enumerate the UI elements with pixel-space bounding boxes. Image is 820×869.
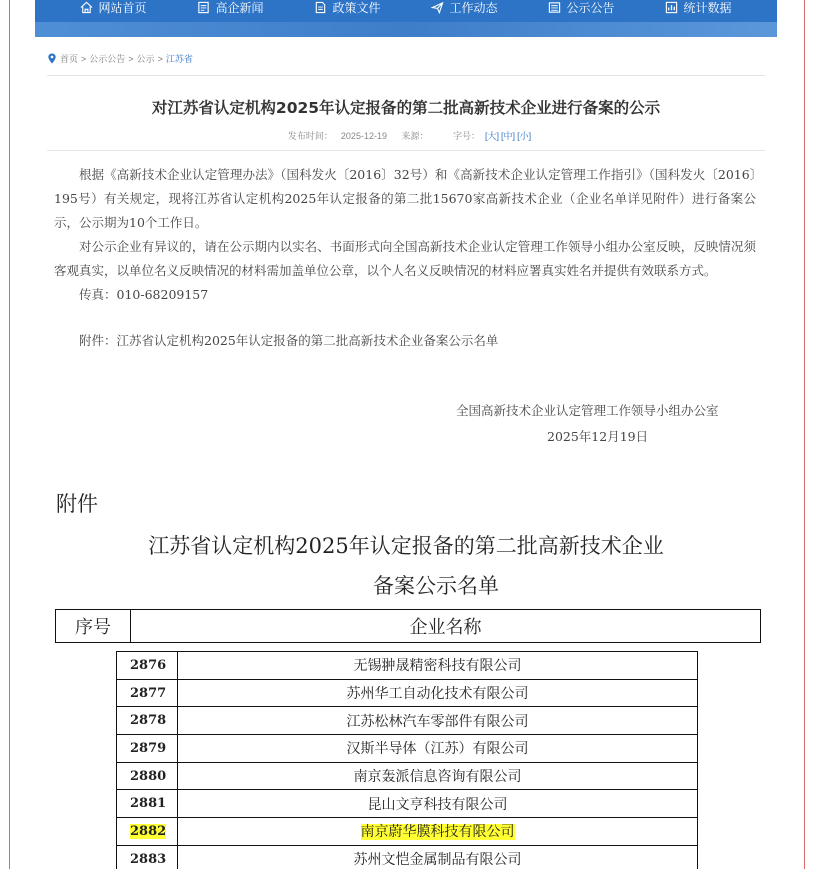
attachment-subtitle: 备案公示名单: [373, 574, 499, 598]
column-header-name: 企业名称: [409, 617, 482, 638]
row-number: 2881: [117, 790, 178, 818]
column-header-no: 序号: [56, 610, 131, 642]
company-name-text: 昆山文亨科技有限公司: [367, 796, 508, 813]
nav-item-home[interactable]: [80, 0, 146, 16]
company-name: [178, 679, 698, 707]
breadcrumb-notice[interactable]: 公示公告: [89, 54, 126, 64]
company-name: [178, 707, 698, 735]
table-row: [117, 762, 698, 790]
font-large-link[interactable]: [大]: [485, 131, 500, 141]
source-label: 来源：: [401, 131, 429, 141]
chart-icon: [665, 1, 678, 14]
nav-item-notice[interactable]: [548, 0, 614, 16]
publish-label: 发布时间：: [287, 131, 333, 141]
location-pin-icon: [47, 53, 57, 64]
font-medium-link[interactable]: [中]: [501, 131, 516, 141]
page-border-right: [804, 0, 805, 869]
page-border-left: [9, 0, 10, 869]
company-name-text: 南京蔚华膜科技有限公司: [360, 824, 515, 841]
company-name-text: 江苏松林汽车零部件有限公司: [346, 713, 529, 730]
breadcrumb-sep: >: [81, 53, 87, 64]
row-number: 2879: [117, 735, 178, 763]
company-name-text: 无锡翀晟精密科技有限公司: [353, 658, 522, 675]
table-header: [55, 609, 761, 643]
table-row: [117, 818, 698, 846]
breadcrumb-publicity[interactable]: 公示: [136, 54, 155, 64]
list-icon: [548, 1, 561, 14]
breadcrumb: [47, 52, 193, 65]
paragraph: 根据《高新技术企业认定管理办法》（国科发火〔2016〕32号）和《高新技术企业认定管理工作指引》（国科发火〔2016〕195号）有关规定，现将江苏省认定机构2025年认定报备的第二批15670家高新技术企业（企业名单详见附件）进行备案公示，公示期为10个工作日。: [54, 167, 756, 230]
nav-item-label: 高企新闻: [215, 0, 264, 15]
row-number: 2878: [117, 707, 178, 735]
company-table: [116, 651, 698, 869]
row-number: 2883: [117, 845, 178, 869]
font-small-link[interactable]: [小]: [517, 131, 532, 141]
company-name-text: 汉斯半导体（江苏）有限公司: [346, 741, 529, 758]
row-number: 2880: [117, 762, 178, 790]
row-number: 2876: [117, 652, 178, 680]
company-name-text: 南京轰派信息咨询有限公司: [353, 769, 522, 786]
signer: 全国高新技术企业认定管理工作领导小组办公室: [456, 403, 719, 418]
company-name: [178, 845, 698, 869]
nav-item-label: 统计数据: [683, 0, 732, 15]
breadcrumb-current[interactable]: 江苏省: [165, 54, 193, 64]
table-row: [117, 652, 698, 680]
document-icon: [314, 1, 327, 14]
breadcrumb-sep: >: [157, 53, 163, 64]
publish-time: 2025-12-19: [340, 131, 387, 141]
nav-item-stats[interactable]: [665, 0, 731, 16]
company-name: [178, 762, 698, 790]
article-meta: [47, 129, 765, 142]
send-icon: [431, 1, 444, 14]
company-name: [178, 790, 698, 818]
nav-item-policy[interactable]: [314, 0, 380, 16]
breadcrumb-home[interactable]: 首页: [60, 54, 79, 64]
attachment-title: 江苏省认定机构2025年认定报备的第二批高新技术企业: [148, 534, 664, 558]
company-name: [178, 818, 698, 846]
sign-date: 2025年12月19日: [547, 429, 649, 444]
divider: [47, 75, 765, 76]
company-name: [178, 735, 698, 763]
nav-item-work[interactable]: [431, 0, 497, 16]
row-number-text: 2882: [130, 823, 167, 839]
page-title: 对江苏省认定机构2025年认定报备的第二批高新技术企业进行备案的公示: [151, 99, 661, 117]
main-nav: [35, 0, 777, 22]
row-number: [117, 818, 178, 846]
table-row: [117, 735, 698, 763]
table-row: [117, 790, 698, 818]
nav-item-label: 工作动态: [449, 0, 498, 15]
table-row: [117, 707, 698, 735]
table-row: [117, 845, 698, 869]
row-number: 2877: [117, 679, 178, 707]
paragraph: 对公示企业有异议的，请在公示期内以实名、书面形式向全国高新技术企业认定管理工作领导小组办公室反映，反映情况须客观真实，以单位名义反映情况的材料需加盖单位公章，以个人名义反映情况的材料应署真实姓名并提供有效联系方式。: [54, 239, 756, 278]
signature-block: [456, 398, 719, 450]
company-name: [178, 652, 698, 680]
table-row: [117, 679, 698, 707]
nav-item-label: 政策文件: [332, 0, 381, 15]
news-icon: [197, 1, 210, 14]
banner-strip: [35, 22, 777, 37]
font-size-label: 字号：: [453, 131, 481, 141]
attachment-link[interactable]: 附件：江苏省认定机构2025年认定报备的第二批高新技术企业备案公示名单: [79, 333, 499, 348]
breadcrumb-sep: >: [128, 53, 134, 64]
fax-line: 传真：010-68209157: [79, 287, 209, 302]
company-name-text: 苏州华工自动化技术有限公司: [346, 686, 529, 703]
home-icon: [80, 1, 93, 14]
divider: [47, 150, 765, 151]
company-name-text: 苏州文恺金属制品有限公司: [353, 852, 522, 869]
nav-item-label: 公示公告: [566, 0, 615, 15]
attachment-label: 附件: [56, 492, 98, 516]
article-body: [54, 163, 756, 353]
nav-item-label: 网站首页: [98, 0, 147, 15]
nav-item-news[interactable]: [197, 0, 263, 16]
